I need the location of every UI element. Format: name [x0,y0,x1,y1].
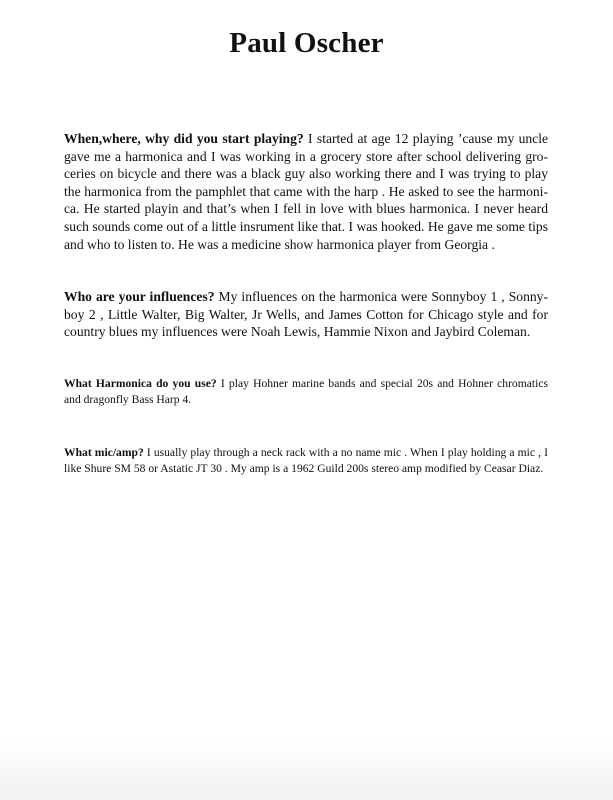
answer-influences: My influences on the harmonica were Sonnyboy 1 , Sonnyboy 2 , Little Walter, Big Walter, Jr Wells, and James Cotton for Chicago style and for country blues my influences were Noah Lewis, Hammie Nixon and Jaybird Coleman. [64,289,548,340]
qa-influences [64,288,548,341]
page-title: Paul Oscher [229,27,384,59]
question-harmonica: What Harmonica do you use? [64,377,217,390]
answer-mic-amp: I usually play through a neck rack with a no name mic . When I play holding a mic , I like Shure SM 58 or Astatic JT 30 . My amp is a 1962 Guild 200s stereo amp modified by Ceasar Diaz. [64,446,548,475]
answer-harmonica: I play Hohner marine bands and special 20s and Hohner chromatics and dragonfly Bass Harp 4. [64,377,548,406]
question-start-playing: When,where, why did you start playing? [64,131,304,146]
qa-harmonica [64,376,548,407]
page-bottom-shadow [0,740,613,800]
qa-mic-amp [64,445,548,476]
qa-start-playing [64,130,548,253]
question-influences: Who are your influences? [64,289,215,304]
question-mic-amp: What mic/amp? [64,446,144,459]
answer-start-playing: I started at age 12 playing ’cause my uncle gave me a harmonica and I was working in a grocery store after school delivering groceries on bicycle and there was a black guy also working there and I was trying to play the harmonica from the pamphlet that came with the harp . He asked to see the harmonica. He started playin and that’s when I fell in love with blues harmonica. I never heard such sounds come out of a little insrument like that. I was hooked. He gave me some tips and who to listen to. He was a medicine show harmonica player from Georgia . [64,131,549,252]
